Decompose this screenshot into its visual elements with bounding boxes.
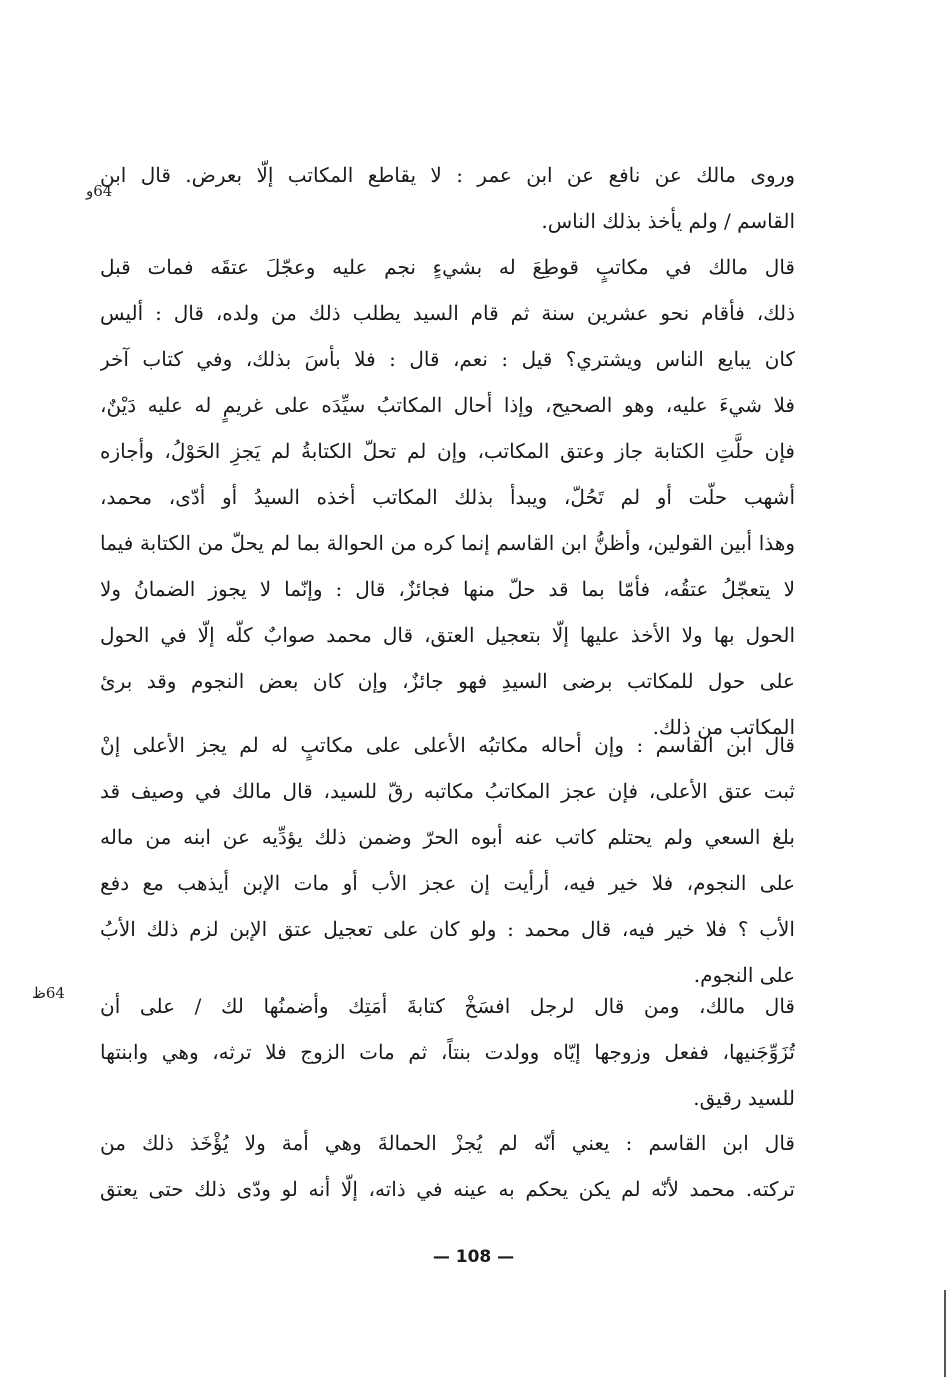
- page-edge-line: [944, 1290, 946, 1377]
- page-number: — 108 —: [432, 1247, 515, 1267]
- text-line: كان يبايع الناس ويشتري؟ قيل : نعم، قال : فلا بأسَ بذلك، وفي كتاب آخر: [100, 347, 795, 371]
- text-line: تُزَوِّجَنيها، ففعل وزوجها إيّاه وولدت بنتاً، ثم مات الزوج فلا ترثه، وهي وابنتها: [100, 1040, 795, 1064]
- text-line: المكاتب من ذلك.: [652, 715, 795, 739]
- text-line: وهذا أبين القولين، وأظنُّ ابن القاسم إنما كره من الحوالة بما لم يحلّ من الكتابة فيما: [100, 531, 795, 555]
- paragraph-1: [100, 152, 795, 244]
- paragraph-5: [100, 1120, 795, 1212]
- text-line: قال مالك، ومن قال لرجل افسَخْ كتابةَ أمَتِك وأضمنُها لك / على أن: [100, 994, 795, 1018]
- text-line: لا يتعجّلُ عتقُه، فأمّا بما قد حلّ منها فجائزٌ، قال : وإنّما لا يجوز الضمانُ ولا: [100, 577, 795, 601]
- text-line: القاسم / ولم يأخذ بذلك الناس.: [541, 209, 795, 233]
- text-line: الحول بها ولا الأخذ عليها إلّا بتعجيل العتق، قال محمد صوابٌ كلّه إلّا في الحول: [100, 623, 795, 647]
- paragraph-3: [100, 722, 795, 998]
- text-line: فإن حلَّتِ الكتابة جاز وعتق المكاتب، وإن لم تحلّ الكتابةُ لم يَجزِ الحَوْلُ، وأجازه: [100, 439, 795, 463]
- text-line: قال ابن القاسم : يعني أنّه لم يُجزْ الحمالةَ وهي أمة ولا يُؤْخَذ ذلك من: [100, 1131, 795, 1155]
- text-line: على حول للمكاتب برضى السيدِ فهو جائزٌ، وإن كان بعض النجوم وقد برئ: [100, 669, 795, 693]
- text-line: وروى مالك عن نافع عن ابن عمر : لا يقاطع المكاتب إلّا بعرض. قال ابن: [100, 163, 795, 187]
- margin-folio-note-2: 64ظ: [32, 984, 65, 1002]
- text-line: على النجوم.: [693, 963, 795, 987]
- paragraph-4: [100, 983, 795, 1121]
- text-line: قال ابن القاسم : وإن أحاله مكاتبُه الأعلى على مكاتبٍ له لم يجز الأعلى إنْ: [100, 733, 795, 757]
- margin-folio-note-1: 64و: [86, 182, 113, 200]
- text-line: ذلك، فأقام نحو عشرين سنة ثم قام السيد يطلب ذلك من ولده، قال : أليس: [100, 301, 795, 325]
- text-line: فلا شيءَ عليه، وهو الصحيح، وإذا أحال المكاتبُ سيِّدَه على غريمٍ له عليه دَيْنٌ،: [100, 393, 795, 417]
- text-line: على النجوم، فلا خير فيه، أرأيت إن عجز الأب أو مات الإبن أيذهب مع دفع: [100, 871, 795, 895]
- text-line: للسيد رقيق.: [693, 1086, 795, 1110]
- text-line: بلغ السعي ولم يحتلم كاتب عنه أبوه الحرّ وضمن ذلك يؤدِّيه عن ابنه من ماله: [100, 825, 795, 849]
- text-line: أشهب حلّت أو لم تَحُلّ، ويبدأ بذلك المكاتب أخذه السيدُ أو أدّى، محمد،: [100, 485, 795, 509]
- text-line: ثبت عتق الأعلى، فإن عجز المكاتبُ مكاتبه رقّ للسيد، قال مالك في وصيف قد: [100, 779, 795, 803]
- paragraph-2: [100, 244, 795, 750]
- text-line: الأب ؟ فلا خير فيه، قال محمد : ولو كان على تعجيل عتق الإبن لزم ذلك الأبُ: [100, 917, 795, 941]
- text-line: قال مالك في مكاتبٍ قوطِعَ له بشيءٍ نجم عليه وعجّلَ عتقَه فمات قبل: [100, 255, 795, 279]
- text-line: تركته. محمد لأنّه لم يكن يحكم به عينه في ذاته، إلّا أنه لو ودّى ذلك حتى يعتق: [100, 1177, 795, 1201]
